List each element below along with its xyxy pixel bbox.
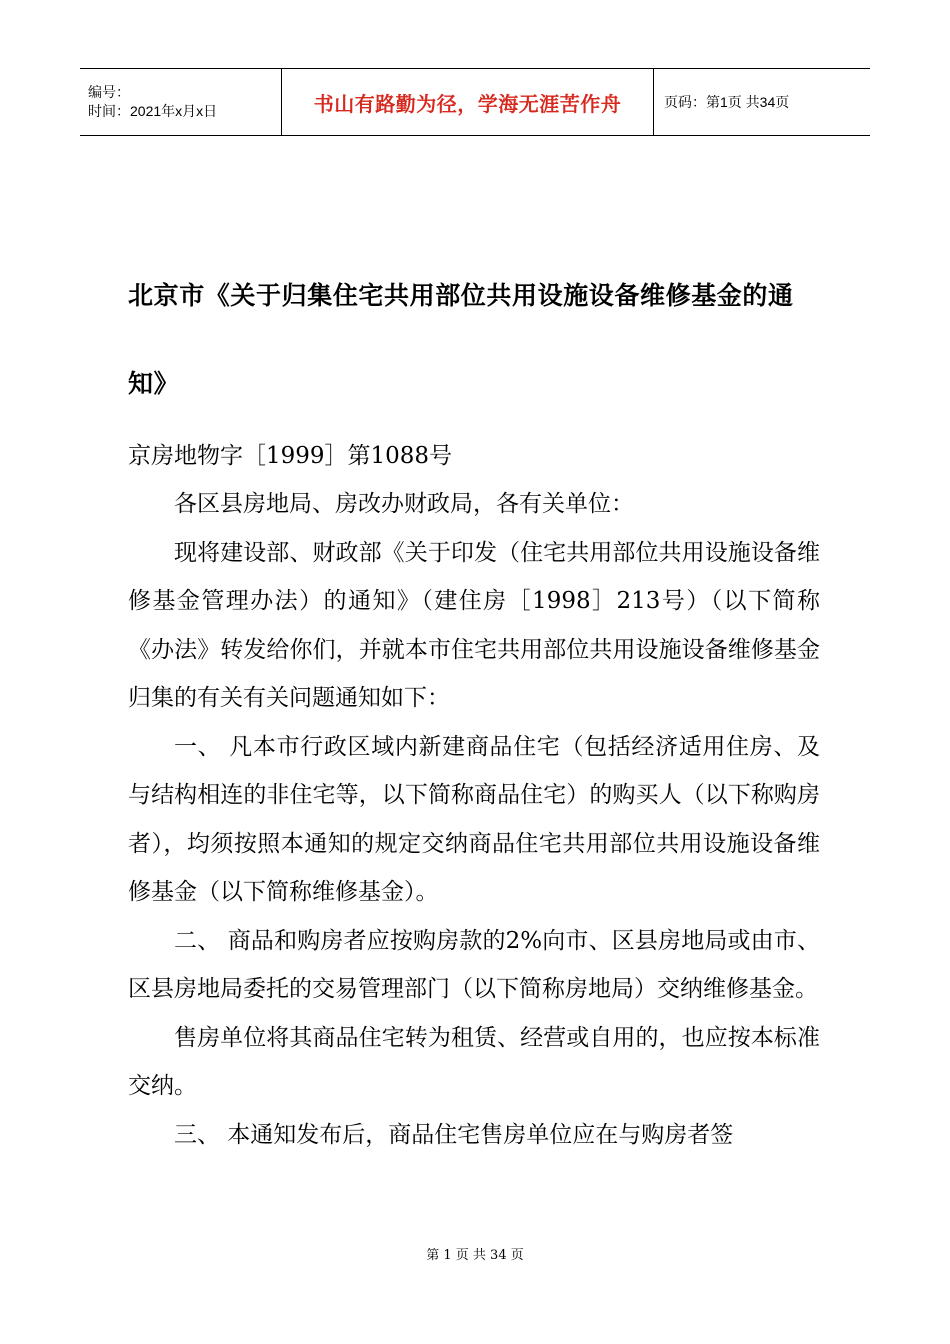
paragraph-item-2-note: 售房单位将其商品住宅转为租赁、经营或自用的，也应按本标准交纳。: [128, 1024, 820, 1099]
paragraph-addressee: 各区县房地局、房改办财政局，各有关单位：: [174, 491, 634, 517]
date-label: 时间：2021年x月x日: [88, 103, 218, 119]
header-meta-cell: [80, 69, 282, 135]
document-title: 北京市《关于归集住宅共用部位共用设施设备维修基金的通知》: [128, 281, 794, 398]
header-motto-cell: [282, 69, 654, 135]
header-page-cell: [654, 69, 870, 135]
motto-text: 书山有路勤为径，学海无涯苦作舟: [313, 91, 622, 116]
number-label: 编号：: [88, 84, 130, 100]
document-header-table: [80, 68, 870, 136]
document-number: 京房地物字［1999］第1088号: [128, 443, 453, 469]
paragraph-item-1: 一、 凡本市行政区域内新建商品住宅（包括经济适用住房、及与结构相连的非住宅等，以下简称商品住宅）的购买人（以下称购房者），均须按照本通知的规定交纳商品住宅共用部位共用设施设备维修基金（以下简称维修基金）。: [128, 733, 820, 905]
page-footer: 第 1 页 共 34 页: [426, 1248, 524, 1263]
document-body: [128, 480, 820, 1159]
page-info: 页码：第1页 共34页: [664, 94, 790, 110]
paragraph-intro: 现将建设部、财政部《关于印发（住宅共用部位共用设施设备维修基金管理办法）的通知》（建住房［1998］213号）（以下简称《办法》转发给你们，并就本市住宅共用部位共用设施设备维修基金归集的有关有关问题通知如下：: [128, 539, 820, 711]
paragraph-item-2: 二、 商品和购房者应按购房款的2%向市、区县房地局或由市、区县房地局委托的交易管理部门（以下简称房地局）交纳维修基金。: [128, 927, 820, 1002]
paragraph-item-3: 三、 本通知发布后，商品住宅售房单位应在与购房者签: [174, 1121, 734, 1148]
